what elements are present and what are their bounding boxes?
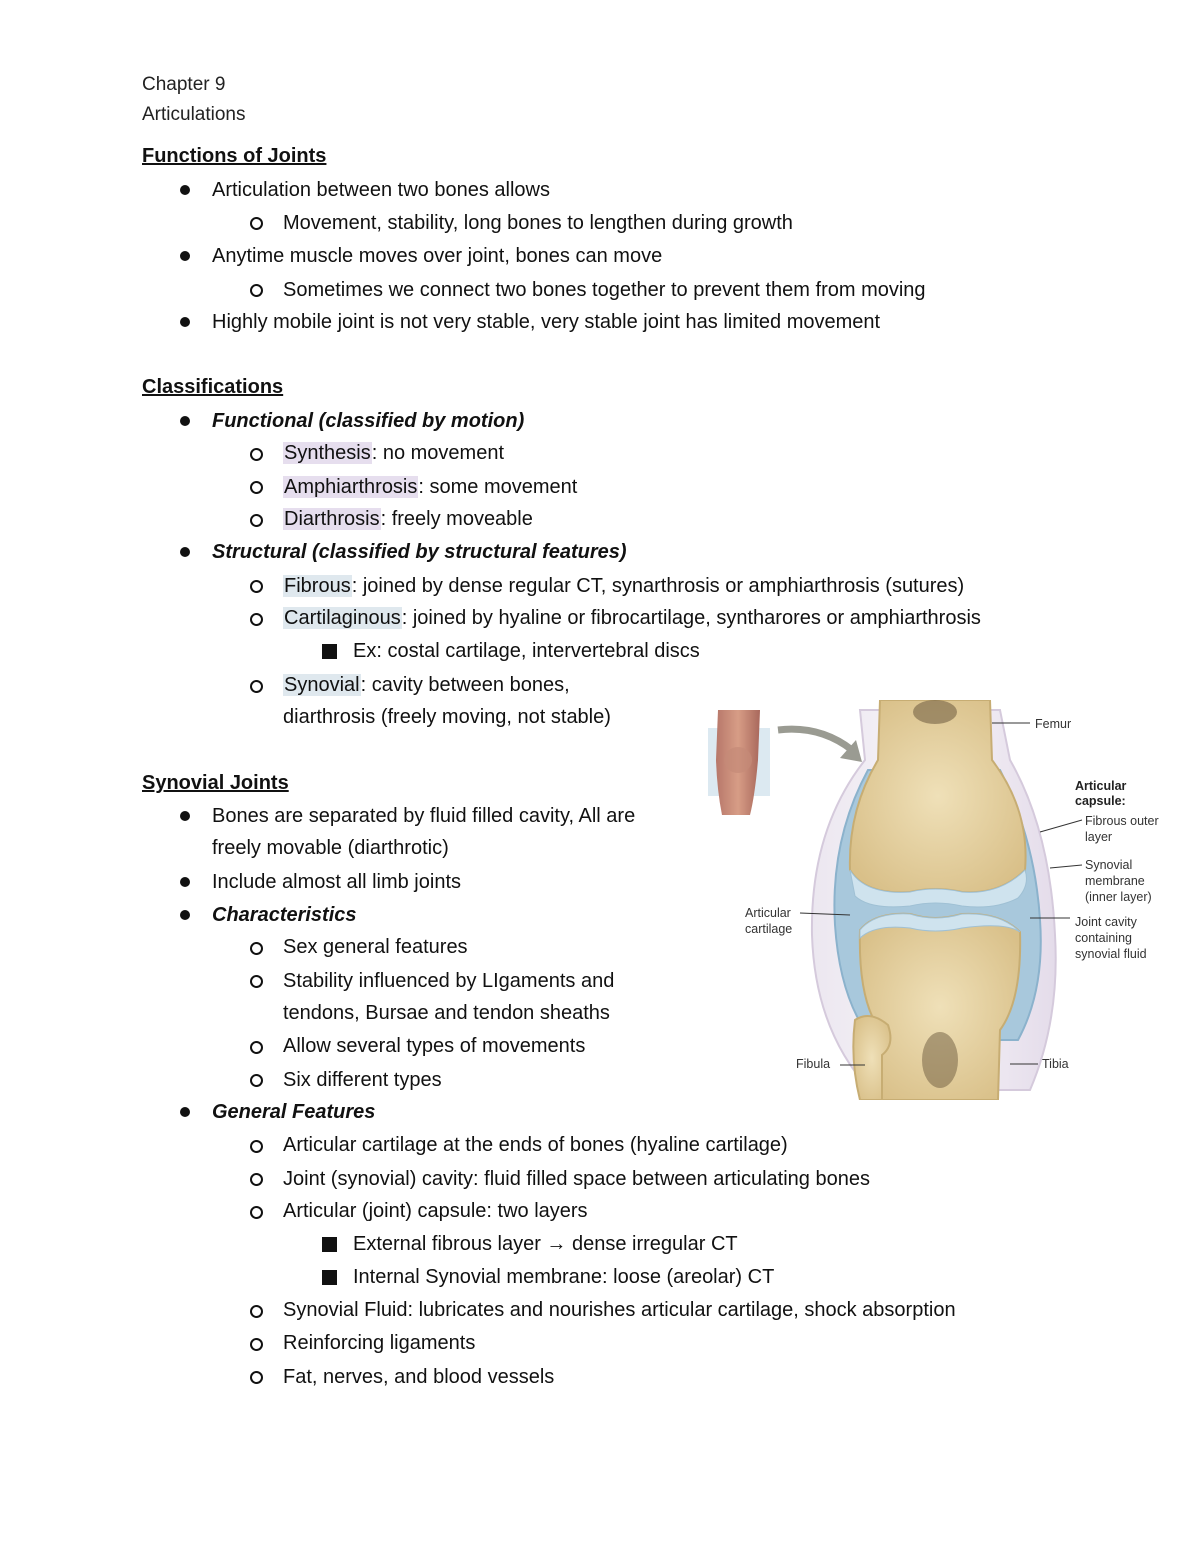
list-item: Highly mobile joint is not very stable, very stable joint has limited movement [212,311,881,333]
list-item: Fat, nerves, and blood vessels [283,1366,555,1388]
bullet-ring [250,1140,263,1153]
bullet-ring [250,1371,263,1384]
label-synmem-line1: Synovial [1085,858,1133,872]
label-artcart-line2: cartilage [745,922,793,936]
list-item: General Features [212,1101,376,1123]
bullet-dot [180,547,190,557]
label-tibia: Tibia [1042,1057,1069,1071]
label-synmem-line3: (inner layer) [1085,890,1152,904]
term-highlight: Synovial [284,674,360,696]
list-item: Anytime muscle moves over joint, bones can move [212,245,663,267]
list-item: Articular (joint) capsule: two layers [283,1200,588,1222]
list-item-continuation: diarthrosis (freely moving, not stable) [283,706,611,728]
section-title-synovial: Synovial Joints [142,772,289,794]
bullet-ring [250,1041,263,1054]
list-item: External fibrous layer → dense irregular CT [353,1233,738,1255]
term-highlight: Amphiarthrosis [284,476,418,498]
bullet-ring [250,680,263,693]
chapter-heading: Chapter 9 [142,74,226,95]
list-item: Internal Synovial membrane: loose (areolar) CT [353,1266,775,1288]
label-fibula: Fibula [796,1057,831,1071]
list-item: Allow several types of movements [283,1035,586,1057]
bullet-dot [180,1107,190,1117]
list-item [283,605,981,631]
bullet-dot [180,910,190,920]
bullet-dot [180,416,190,426]
list-item-continuation: freely movable (diarthrotic) [212,837,449,859]
list-item: Sometimes we connect two bones together to prevent them from moving [283,279,926,301]
term-description: : some movement [418,476,578,498]
label-cavity-line1: Joint cavity [1075,915,1137,929]
bullet-ring [250,217,263,230]
label-cavity-line2: containing [1075,931,1132,945]
list-item: Characteristics [212,904,357,926]
list-item [283,440,504,466]
list-item-continuation: tendons, Bursae and tendon sheaths [283,1002,610,1024]
list-item: Functional (classified by motion) [212,410,525,432]
list-item [283,672,570,698]
list-item [283,573,964,599]
bullet-ring [250,284,263,297]
term-description: : cavity between bones, [360,674,570,696]
bullet-ring [250,448,263,461]
list-item [283,506,533,532]
label-femur: Femur [1035,717,1072,731]
section-title-classifications: Classifications [142,376,284,398]
term-highlight: Cartilaginous [284,607,401,629]
list-item: Reinforcing ligaments [283,1332,476,1354]
label-artcart-line1: Articular [745,906,791,920]
bullet-ring [250,942,263,955]
bullet-square [322,1237,337,1252]
label-cavity-line3: synovial fluid [1075,947,1147,961]
label-capsule-line2: capsule: [1075,794,1126,808]
bullet-ring [250,514,263,527]
label-synmem-line2: membrane [1085,874,1145,888]
list-item: Synovial Fluid: lubricates and nourishes articular cartilage, shock absorption [283,1299,956,1321]
label-fibrous-line2: layer [1085,830,1113,844]
list-item: Stability influenced by LIgaments and [283,970,615,992]
term-highlight: Fibrous [284,575,351,597]
bullet-ring [250,1173,263,1186]
term-description: : no movement [371,442,505,464]
knee-inset-image [708,710,770,815]
bullet-ring [250,580,263,593]
chapter-subtitle: Articulations [142,104,246,125]
list-item: Bones are separated by fluid filled cavity, All are [212,805,636,827]
list-item: Ex: costal cartilage, intervertebral discs [353,640,700,662]
term-description: : joined by hyaline or fibrocartilage, syntharores or amphiarthrosis [401,607,981,629]
bullet-square [322,1270,337,1285]
bullet-ring [250,481,263,494]
bullet-ring [250,975,263,988]
list-item: Joint (synovial) cavity: fluid filled space between articulating bones [283,1168,870,1190]
term-description: : freely moveable [380,508,533,530]
bullet-ring [250,1206,263,1219]
term-highlight: Diarthrosis [284,508,380,530]
bullet-ring [250,1074,263,1087]
bullet-dot [180,251,190,261]
bullet-square [322,644,337,659]
synovial-joint-diagram [700,700,1190,1100]
list-item: Structural (classified by structural features) [212,541,627,563]
pointer-arrow [778,729,852,750]
bullet-dot [180,811,190,821]
label-fibrous-line1: Fibrous outer [1085,814,1159,828]
list-item: Six different types [283,1069,442,1091]
section-title-functions: Functions of Joints [142,145,327,167]
bullet-dot [180,317,190,327]
list-item: Articulation between two bones allows [212,179,550,201]
list-item: Sex general features [283,936,468,958]
term-highlight: Synthesis [284,442,371,464]
bullet-dot [180,185,190,195]
list-item [283,474,577,500]
bullet-ring [250,1305,263,1318]
list-item: Include almost all limb joints [212,871,461,893]
list-item: Movement, stability, long bones to lengthen during growth [283,212,793,234]
bullet-ring [250,1338,263,1351]
bullet-ring [250,613,263,626]
term-description: : joined by dense regular CT, synarthrosis or amphiarthrosis (sutures) [351,575,965,597]
bullet-dot [180,877,190,887]
list-item: Articular cartilage at the ends of bones (hyaline cartilage) [283,1134,788,1156]
label-capsule-line1: Articular [1075,779,1127,793]
